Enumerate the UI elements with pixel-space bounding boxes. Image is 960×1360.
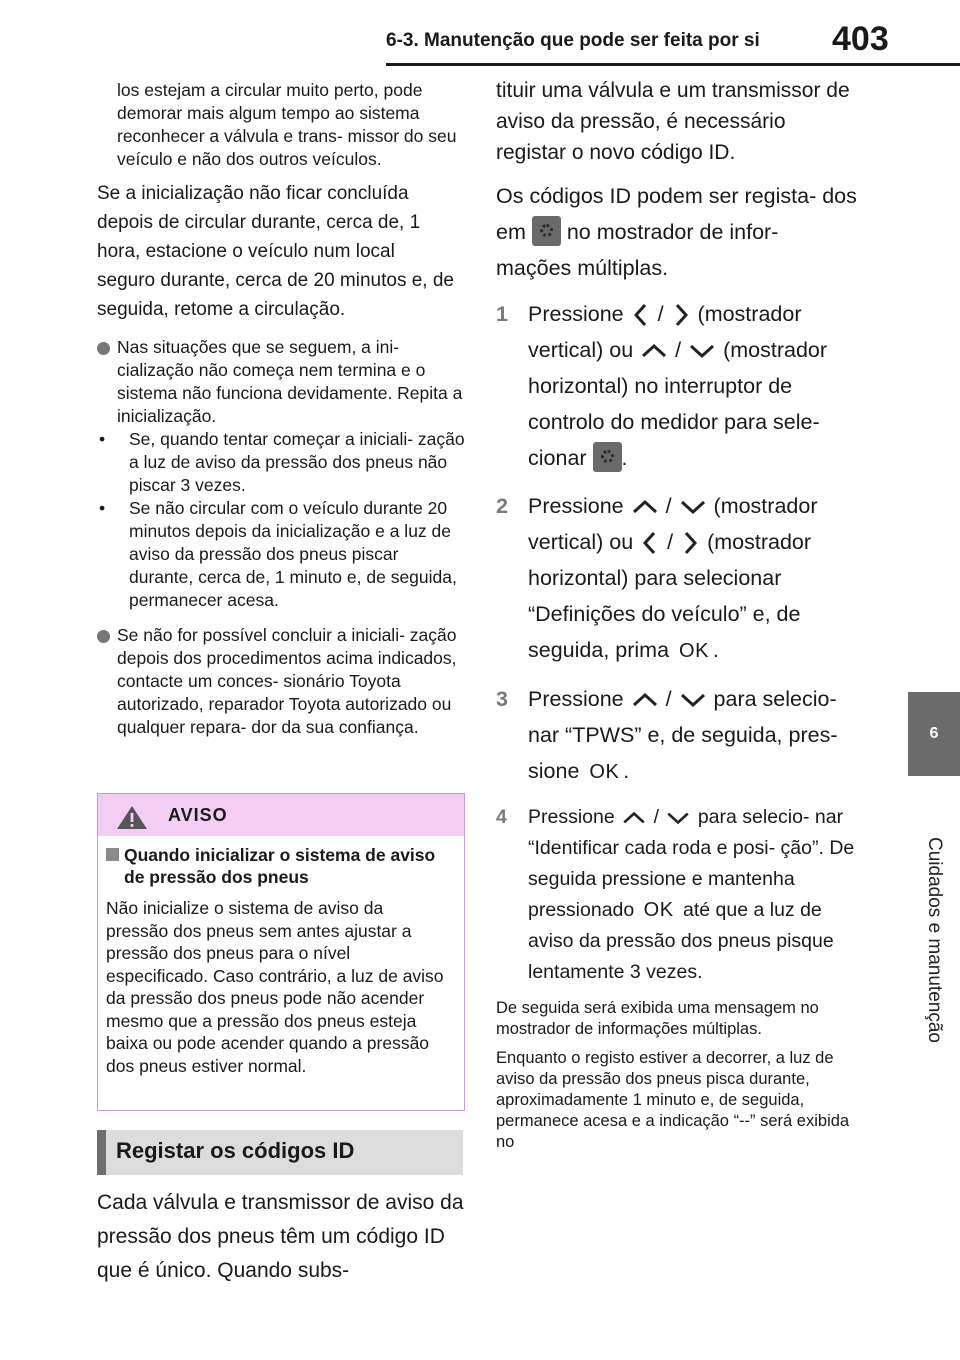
bullet-text: Se não for possível concluir a iniciali- zação depois dos procedimentos acima indicados, contacte um conces- sionário Toyota autorizado, reparador Toyota autorizado ou qualquer repara- dor da sua confiança. bbox=[117, 625, 457, 737]
intro-text: los estejam a circular muito perto, pode demorar mais algum tempo ao sistema reconhecer a válvula e trans- missor do seu veículo e não dos outros veículos. bbox=[117, 80, 457, 169]
chevron-down-icon bbox=[678, 691, 708, 709]
sub-bullet-item bbox=[97, 428, 467, 497]
chapter-tab: 6 bbox=[908, 692, 960, 776]
warning-box bbox=[97, 793, 465, 1111]
slash: / bbox=[667, 530, 674, 554]
warning-title: AVISO bbox=[168, 805, 228, 825]
slash: / bbox=[653, 806, 659, 828]
step-text: para selecio- nar “TPWS” e, de seguida, pres- sione bbox=[528, 687, 838, 783]
chevron-up-icon bbox=[630, 498, 660, 516]
bullet-item bbox=[97, 624, 467, 739]
step-text: (mostrador vertical) ou bbox=[528, 494, 818, 554]
warning-header bbox=[98, 794, 464, 836]
sub-bullet-text: Se não circular com o veículo durante 20 minutos depois da inicialização e a luz de aviso da pressão dos pneus piscar durante, cerca de, 1 minuto e, de seguida, permanecer acesa. bbox=[129, 498, 457, 610]
slash: / bbox=[665, 687, 672, 711]
chevron-up-icon bbox=[630, 691, 660, 709]
step-number: 1 bbox=[496, 302, 508, 326]
chevron-down-icon bbox=[664, 810, 692, 826]
step-text: até que a luz de aviso da pressão dos pneus pisque lentamente 3 vezes. bbox=[528, 899, 834, 983]
section-header bbox=[97, 1130, 463, 1175]
step-3 bbox=[496, 681, 858, 790]
chevron-down-icon bbox=[687, 342, 717, 360]
paragraph-register bbox=[496, 178, 858, 286]
step-number: 2 bbox=[496, 494, 508, 518]
warning-triangle-icon bbox=[116, 805, 148, 830]
note-message: De seguida será exibida uma mensagem no mostrador de informações múltiplas. bbox=[496, 999, 819, 1038]
bullet-text: Nas situações que se seguem, a ini- cialização não começa nem termina e o sistema não funciona devidamente. Repita a inicialização. bbox=[117, 337, 463, 426]
chevron-up-icon bbox=[639, 342, 669, 360]
page-header bbox=[0, 0, 960, 64]
chevron-left-icon bbox=[630, 302, 652, 328]
chevron-right-icon bbox=[679, 530, 701, 556]
step-text: Pressione bbox=[528, 302, 624, 326]
step-1 bbox=[496, 296, 858, 476]
step-end: . bbox=[623, 759, 630, 783]
right-column bbox=[496, 75, 858, 1153]
chapter-side-label: Cuidados e manutenção bbox=[924, 837, 945, 1043]
bullet-item bbox=[97, 336, 467, 428]
square-bullet-icon bbox=[106, 848, 119, 861]
settings-gear-icon bbox=[593, 442, 622, 472]
header-rule bbox=[386, 63, 960, 66]
section-paragraph: Cada válvula e transmissor de aviso da pressão dos pneus têm um código ID que é único. Quando subs- bbox=[97, 1191, 464, 1282]
step-text: Pressione bbox=[528, 494, 624, 518]
note-registering: Enquanto o registo estiver a decorrer, a luz de aviso da pressão dos pneus pisca durante, aproximadamente 1 minuto e, de seguida, permanece acesa e a indicação “--” será exibida no bbox=[496, 1049, 850, 1151]
slash: / bbox=[665, 494, 672, 518]
step-number: 3 bbox=[496, 687, 508, 711]
sub-bullet-text: Se, quando tentar começar a iniciali- zação a luz de aviso da pressão dos pneus não piscar 3 vezes. bbox=[129, 429, 465, 495]
warning-subtitle-text: Quando inicializar o sistema de aviso de pressão dos pneus bbox=[124, 845, 436, 887]
step-text: (mostrador horizontal) no interruptor de controlo do medidor para sele- cionar bbox=[528, 338, 828, 470]
step-text: (mostrador horizontal) para selecionar “Definições do veículo” e, de seguida, prima bbox=[528, 530, 812, 662]
step-text: Pressione bbox=[528, 687, 624, 711]
warning-subtitle bbox=[98, 836, 464, 888]
page-number: 403 bbox=[832, 20, 889, 58]
register-text-a: Os códigos ID podem ser regista- dos em bbox=[496, 184, 857, 244]
chapter-title: 6-3. Manutenção que pode ser feita por si bbox=[386, 30, 760, 51]
step-2 bbox=[496, 488, 858, 669]
slash: / bbox=[675, 338, 682, 362]
step-text: Pressione bbox=[528, 806, 615, 828]
bullet-icon bbox=[97, 630, 110, 643]
register-text-b: no mostrador de infor- mações múltiplas. bbox=[496, 220, 779, 280]
slash: / bbox=[657, 302, 664, 326]
chevron-right-icon bbox=[670, 302, 692, 328]
ok-button-symbol: OK bbox=[679, 640, 709, 662]
left-column bbox=[97, 79, 467, 739]
chevron-left-icon bbox=[639, 530, 661, 556]
chevron-down-icon bbox=[678, 498, 708, 516]
warning-body: Não inicialize o sistema de aviso da pressão dos pneus sem antes ajustar a pressão dos pneus para o nível especificado. Caso contrário, a luz de aviso da pressão dos pneus pode não acender mesmo que a pressão dos pneus esteja baixa ou pode acender quando a pressão dos pneus estiver normal. bbox=[106, 898, 444, 1076]
ok-button-symbol: OK bbox=[589, 761, 620, 783]
settings-gear-icon bbox=[532, 216, 561, 246]
paragraph-init: Se a inicialização não ficar concluída depois de circular durante, cerca de, 1 hora, estacione o veículo num local seguro durante, cerca de 20 minutos e, de seguida, retome a circulação. bbox=[97, 183, 455, 320]
section-title: Registar os códigos ID bbox=[116, 1138, 355, 1163]
step-text: (mostrador vertical) ou bbox=[528, 302, 802, 362]
step-text: para selecio- nar “Identificar cada roda e posi- ção”. De seguida pressione e mantenha pressionado bbox=[528, 806, 855, 921]
step-4 bbox=[496, 802, 858, 988]
chevron-up-icon bbox=[620, 810, 648, 826]
paragraph-continued: tituir uma válvula e um transmissor de aviso da pressão, é necessário registar o novo código ID. bbox=[496, 79, 850, 164]
step-end: . bbox=[621, 446, 628, 470]
sub-bullet-marker: • bbox=[99, 429, 106, 449]
step-end: . bbox=[712, 638, 719, 662]
bullet-icon bbox=[97, 342, 110, 355]
sub-bullet-item bbox=[97, 497, 467, 612]
ok-button-symbol: OK bbox=[643, 899, 674, 921]
sub-bullet-marker: • bbox=[99, 498, 106, 518]
step-number: 4 bbox=[496, 806, 507, 828]
